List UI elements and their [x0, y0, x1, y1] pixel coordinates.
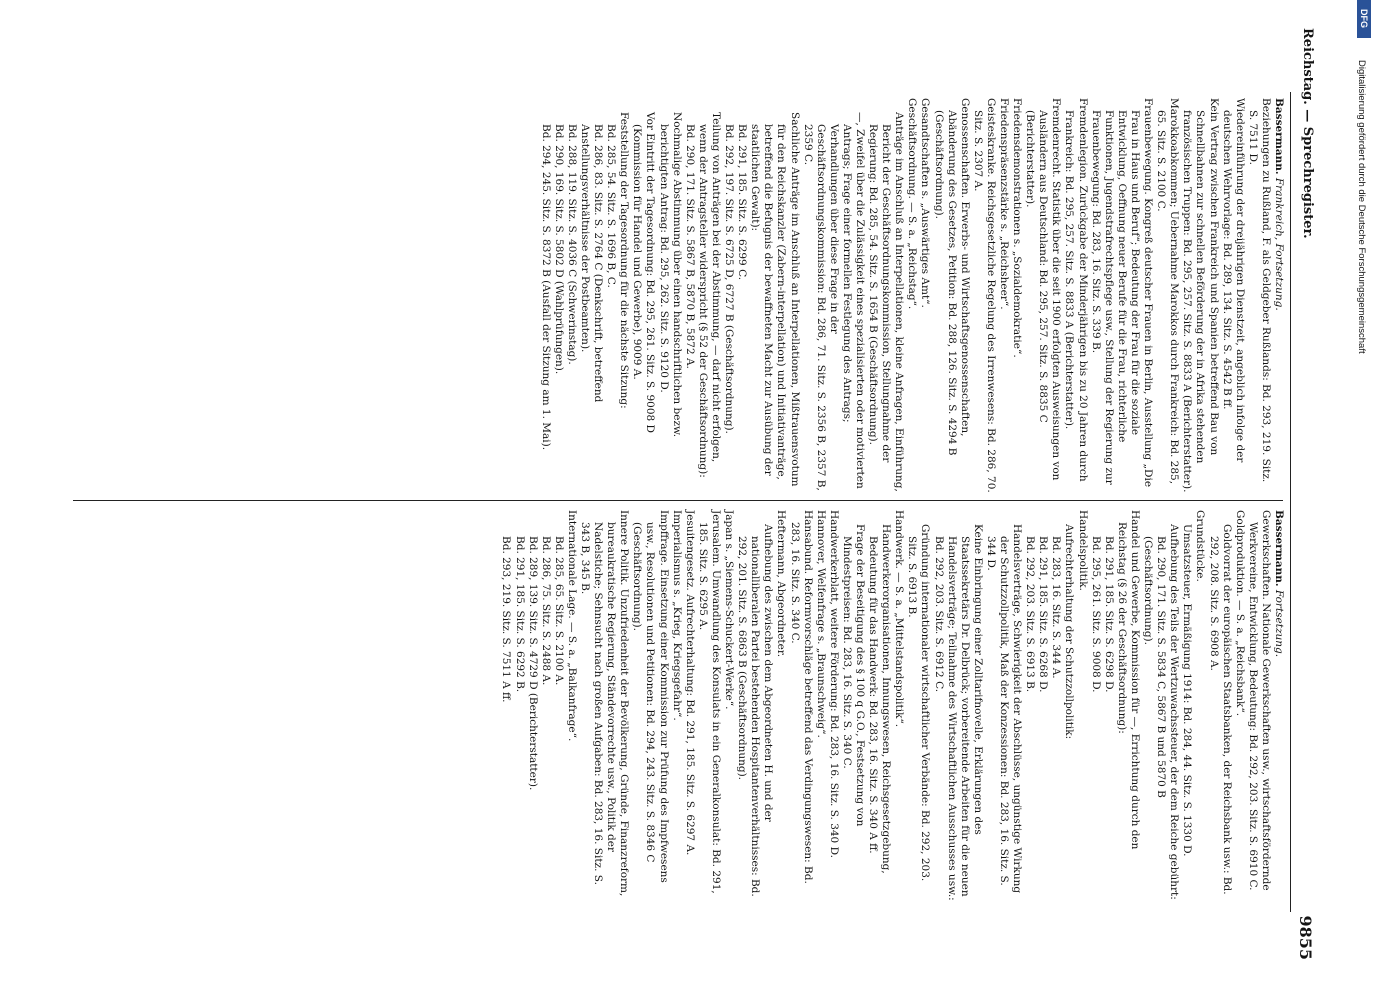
index-subentry: Frage der Beseitigung des § 100 q G.O., Festsetzung von Mindestpreisen: Bd. 283, 16. Sitz. S. 340 C. [840, 524, 866, 827]
dfg-logo: DFG [1357, 0, 1371, 38]
index-entry: Friedenspräsenzstärke s. „Reichsheer“. [998, 98, 1011, 310]
index-entry: Fremdenlegion. Zurückgabe der Minderjährigen bis zu 20 Jahren durch Frankreich: Bd. 295, 257. Sitz. S. 8833 A (Berichterstatter). [1063, 98, 1089, 482]
index-reference: Bd. 291, 185. Sitz. S. 6292 B. [513, 536, 526, 693]
index-reference: Bd. 285, 54. Sitz. S. 1696 B, C. [605, 124, 618, 288]
index-entry: Friedensdemonstrationen s. „Sozialdemokratie“. [1011, 98, 1024, 358]
index-subentry: Vor Eintritt der Tagesordnung: Bd. 295, 261. Sitz. S. 9008 D (Kommission für Handel und Gewerbe), 9009 A. [631, 112, 657, 433]
index-reference: Bd. 290, 169. Sitz. S. 5802 D (Wahlprüfungen). [552, 124, 565, 375]
index-entry: Imperialismus s. „Krieg, Kriegsgefahr“. [670, 510, 683, 721]
index-entry: Marokkoabkommen; Uebernahme Marokkos durch Frankreich: Bd. 285, 65. Sitz. S. 2100 C. [1155, 98, 1181, 485]
header-rule [1290, 92, 1291, 912]
index-subentry: Aufrechterhaltung der Schutzzollpolitik: [1063, 524, 1076, 740]
index-reference: Bd. 285, 65. Sitz. S. 2100 A. [552, 536, 565, 686]
index-subentry: Sachliche Anträge im Anschluß an Interpellationen, Mißtrauensvotum für den Reichskanzler (Zabern-interpellation) und Initiativanträge, betreffend die Befugnis der bewaffneten Macht zur Ausübung der staatlichen Gewalt): [749, 112, 801, 487]
index-reference: Bd. 291, 185. Sitz. S. 6298 D. [1102, 536, 1115, 693]
index-reference: Bd. 292, 197. Sitz. S. 6725 D, 6727 B (Geschäftsordnung). [723, 124, 736, 434]
index-entry: Fremdenrecht. Statistik über die seit 1900 erfolgten Ausweisungen von Ausländern aus Deutschland: Bd. 295, 257. Sitz. S. 8835 C (Berichterstatter). [1024, 98, 1063, 481]
page-header-left: Reichstag. — Sprechregister. [1300, 28, 1315, 239]
index-entry: Grundstücke. [1194, 510, 1207, 582]
index-entry: Jesuitengesetz. Aufrechterhaltung: Bd. 291, 185. Sitz. S. 6297 A. [683, 510, 696, 856]
index-reference: Bd. 286, 83. Sitz. S. 2764 C (Denkschrift, betreffend Anstellungsverhältnisse der Postbeamten). [579, 124, 605, 403]
index-entry: Hannover, Welfenfrage s. „Braunschweig“. [814, 510, 827, 738]
index-reference: Bd. 291, 185. Sitz. S. 6299 C. [736, 124, 749, 281]
index-entry: Impffrage. Einsetzung einer Kommission zur Prüfung des Impfwesens usw., Resolutionen und Petitionen: Bd. 294, 243. Sitz. S. 8346 C (Geschäftsordnung). [631, 510, 670, 883]
index-entry: Handwerkerblatt, weitere Förderung: Bd. 283, 16. Sitz. S. 340 D. [827, 510, 840, 858]
person-name: Bassermann. [1273, 98, 1285, 175]
index-entry: Wiedereinführung der dreijährigen Dienstzeit, angeblich infolge der deutschen Wehrvorlage: Bd. 289, 134. Sitz. S. 4542 B ff. [1220, 98, 1246, 463]
index-entry: Beziehungen zu Rußland, F. als Geldgeber Rußlands: Bd. 293, 219. Sitz. S. 7511 D. [1246, 98, 1272, 483]
index-reference: Bd. 288, 119. Sitz. S. 4036 C (Schwerinstag). [565, 124, 578, 365]
index-entry: Hansabund. Reformvorschläge betreffend das Verdingungswesen: Bd. 283, 16. Sitz. S. 340 C. [788, 510, 814, 884]
index-subentry: Nochmalige Abstimmung über einen handschriftlichen bezw. berichtigten Antrag: Bd. 295, 262. Sitz. S. 9120 D. [657, 112, 683, 438]
index-subentry: Feststellung der Tagesordnung für die nächste Sitzung: [618, 112, 631, 409]
index-subentry: —, Zweifel über die Zulässigkeit eines spezialisierten oder motivierten Antrags; Frage einer formellen Festlegung des Antrags; Verhandlungen über diese Frage in der Geschäftsordnungskommission: Bd. 286, 71. Sitz. S. 2356 B, 2357 B, 2359 C. [801, 112, 866, 491]
index-entry: Frauenbewegung. Kongreß deutscher Frauen in Berlin, Ausstellung „Die Frau in Haus und Beruf“; Bedeutung der Frau für die soziale Entwicklung, Oeffnung neuer Berufe für die Frau, richterliche Funktionen, Jugendstrafrechtspflege usw., Stellung der Regierung zur Frauenbewegung: Bd. 283, 16. Sitz. S. 339 B. [1089, 98, 1155, 488]
index-reference: Bd. 295, 261. Sitz. S. 9008 D. [1089, 536, 1102, 693]
digitization-credit: Digitalisierung gefördert durch die Deutsche Forschungsgemeinschaft [1356, 60, 1367, 354]
index-subentry: Goldvorrat der europäischen Staatsbanken, der Reichsbank usw.: Bd. 292, 208. Sitz. S. 6908 A. [1207, 524, 1233, 895]
index-entry: Japan s. „Siemens-Schuckert-Werke“. [723, 510, 736, 710]
continuation-note: Frankreich, Fortsetzung. [1273, 174, 1285, 311]
continuation-note: Fortsetzung. [1273, 586, 1285, 658]
index-entry: Innere Politik. Unzufriedenheit der Bevölkerung, Gründe, Finanzreform, bureaukratische Regierung, Ständevorrechte usw., Politik der Nadelstiche; Sehnsucht nach großen Aufgaben: Bd. 283, 16. Sitz. S. 343 B, 345 B. [579, 510, 631, 897]
index-reference: Bd. 293, 219. Sitz. S. 7511 A ff. [500, 536, 513, 703]
index-subentry: Aufhebung des Teils der Wertzuwachssteuer, der dem Reiche gebührt: Bd. 290, 171. Sitz. S. 5834 C, 5867 B und 5870 B (Geschäftsordnung). [1142, 524, 1181, 900]
index-entry: Geschäftsordnung. — S. a. „Reichstag“. [906, 98, 919, 310]
index-subentry: Handwerkerorganisationen, Innungswesen, Reichsgesetzgebung, Bedeutung für das Handwerk: Bd. 283, 16. Sitz. S. 340 A ff. [867, 524, 893, 874]
page-number: 9855 [1296, 915, 1315, 960]
index-entry: Handelspolitik. [1076, 510, 1089, 591]
index-entry: Jerusalem. Umwandlung des Konsulats in ein Generalkonsulat: Bd. 291, 185. Sitz. S. 6295 A. [696, 510, 722, 894]
right-column [499, 510, 1285, 905]
index-entry: Heftermann, Abgeordneter. [775, 510, 788, 658]
index-reference: Bd. 283, 16. Sitz. S. 344 A. [1050, 536, 1063, 679]
index-subentry: Anträge im Anschluß an Interpellationen, kleine Anfragen, Einführung, Bericht der Geschäftsordnungskommission, Stellungnahme der Regierung: Bd. 285, 54. Sitz. S. 1654 B (Geschäftsordnung). [867, 112, 906, 492]
index-entry: Kein Vertrag zwischen Frankreich und Spanien betreffend Bau von Schnellbahnen zur schnellen Beförderung der in Afrika stehenden französischen Truppen: Bd. 295, 257. Sitz. S. 8833 A (Berichterstatter). [1181, 98, 1220, 493]
index-subentry: Gründung internationaler wirtschaftlicher Verbände: Bd. 292, 203. Sitz. S. 6913 B. [906, 524, 932, 882]
column-head [1272, 510, 1285, 905]
index-subentry: Teilung von Anträgen bei der Abstimmung, — darf nicht erfolgen, wenn der Antragsteller widerspricht (§ 52 der Geschäftsordnung): Bd. 290, 171. Sitz. S. 5867 B, 5870 B, 5872 A. [683, 112, 722, 478]
left-column [539, 98, 1285, 493]
index-reference: Bd. 291, 185. Sitz. S. 6268 D. [1037, 536, 1050, 693]
index-subentry: Handelsverträge, Schwierigkeit der Abschlüsse, ungünstige Wirkung der Schutzzollpolitik, Maß der Konzessionen: Bd. 283, 16. Sitz. S. 344 D. [984, 524, 1024, 894]
index-entry: Genossenschaften. Erwerbs- und Wirtschaftsgenossenschaften, Abänderung des Gesetzes, Petition: Bd. 288, 126. Sitz. S. 4294 B (Geschäftsordnung). [932, 98, 971, 456]
index-reference: Bd. 286, 75. Sitz. S. 2488 A. [539, 536, 552, 686]
index-entry: Internationale Lage. — S. a. „Balkanfrage“. [565, 510, 578, 742]
person-name: Bassermann. [1273, 510, 1285, 587]
index-reference: Bd. 292, 203. Sitz. S. 6913 B. [1024, 536, 1037, 693]
index-subentry: Umsatzsteuer, Ermäßigung 1914: Bd. 284, 44. Sitz. S. 1330 D. [1181, 524, 1194, 857]
index-entry: Handwerk. — S. a. „Mittelstandspolitik“. [893, 510, 906, 728]
index-entry: Handel und Gewerbe, Kommission für —, Errichtung durch den Reichstag (§ 26 der Geschäftsordnung): [1115, 510, 1141, 850]
index-entry: Gesandtschaften s. „Auswärtiges Amt“. [919, 98, 932, 308]
index-subentry: Keine Einbringung einer Zolltarifnovelle, Erklärungen des Staatssekretärs Dr. Delbrück; vorbereitende Arbeiten für die neuen Handelsverträge; Teilnahme des Wirtschaftlichen Ausschusses usw.: Bd. 292, 203. Sitz. S. 6912 C. [932, 524, 984, 901]
column-divider [73, 500, 1283, 501]
index-entry: Goldproduktion. — S. a. „Reichsbank“. [1233, 510, 1246, 717]
index-subentry: Aufhebung des zwischen dem Abgeordneten H. und der nationalliberalen Partei bestehenden Hospitantenverhältnisses: Bd. 292, 201. Sitz. S. 6863 B (Geschäftsordnung). [736, 524, 775, 897]
column-head [1272, 98, 1285, 493]
index-reference: Bd. 294, 245. Sitz. S. 8372 B (Ausfall der Sitzung am 1. Mai). [539, 124, 552, 451]
index-entry: Geisteskranke. Reichsgesetzliche Regelung des Irrenwesens: Bd. 286, 70. Sitz. S. 2307 A. [971, 98, 997, 493]
index-reference: Bd. 289, 139. Sitz. S. 4729 D (Berichterstatter). [526, 536, 539, 791]
index-entry: Gewerkschaften. Nationale Gewerkschaften usw., wirtschaftsfördernde Werkvereine, Entwicklung, Bedeutung: Bd. 292, 203. Sitz. S. 6910 C. [1246, 510, 1272, 891]
